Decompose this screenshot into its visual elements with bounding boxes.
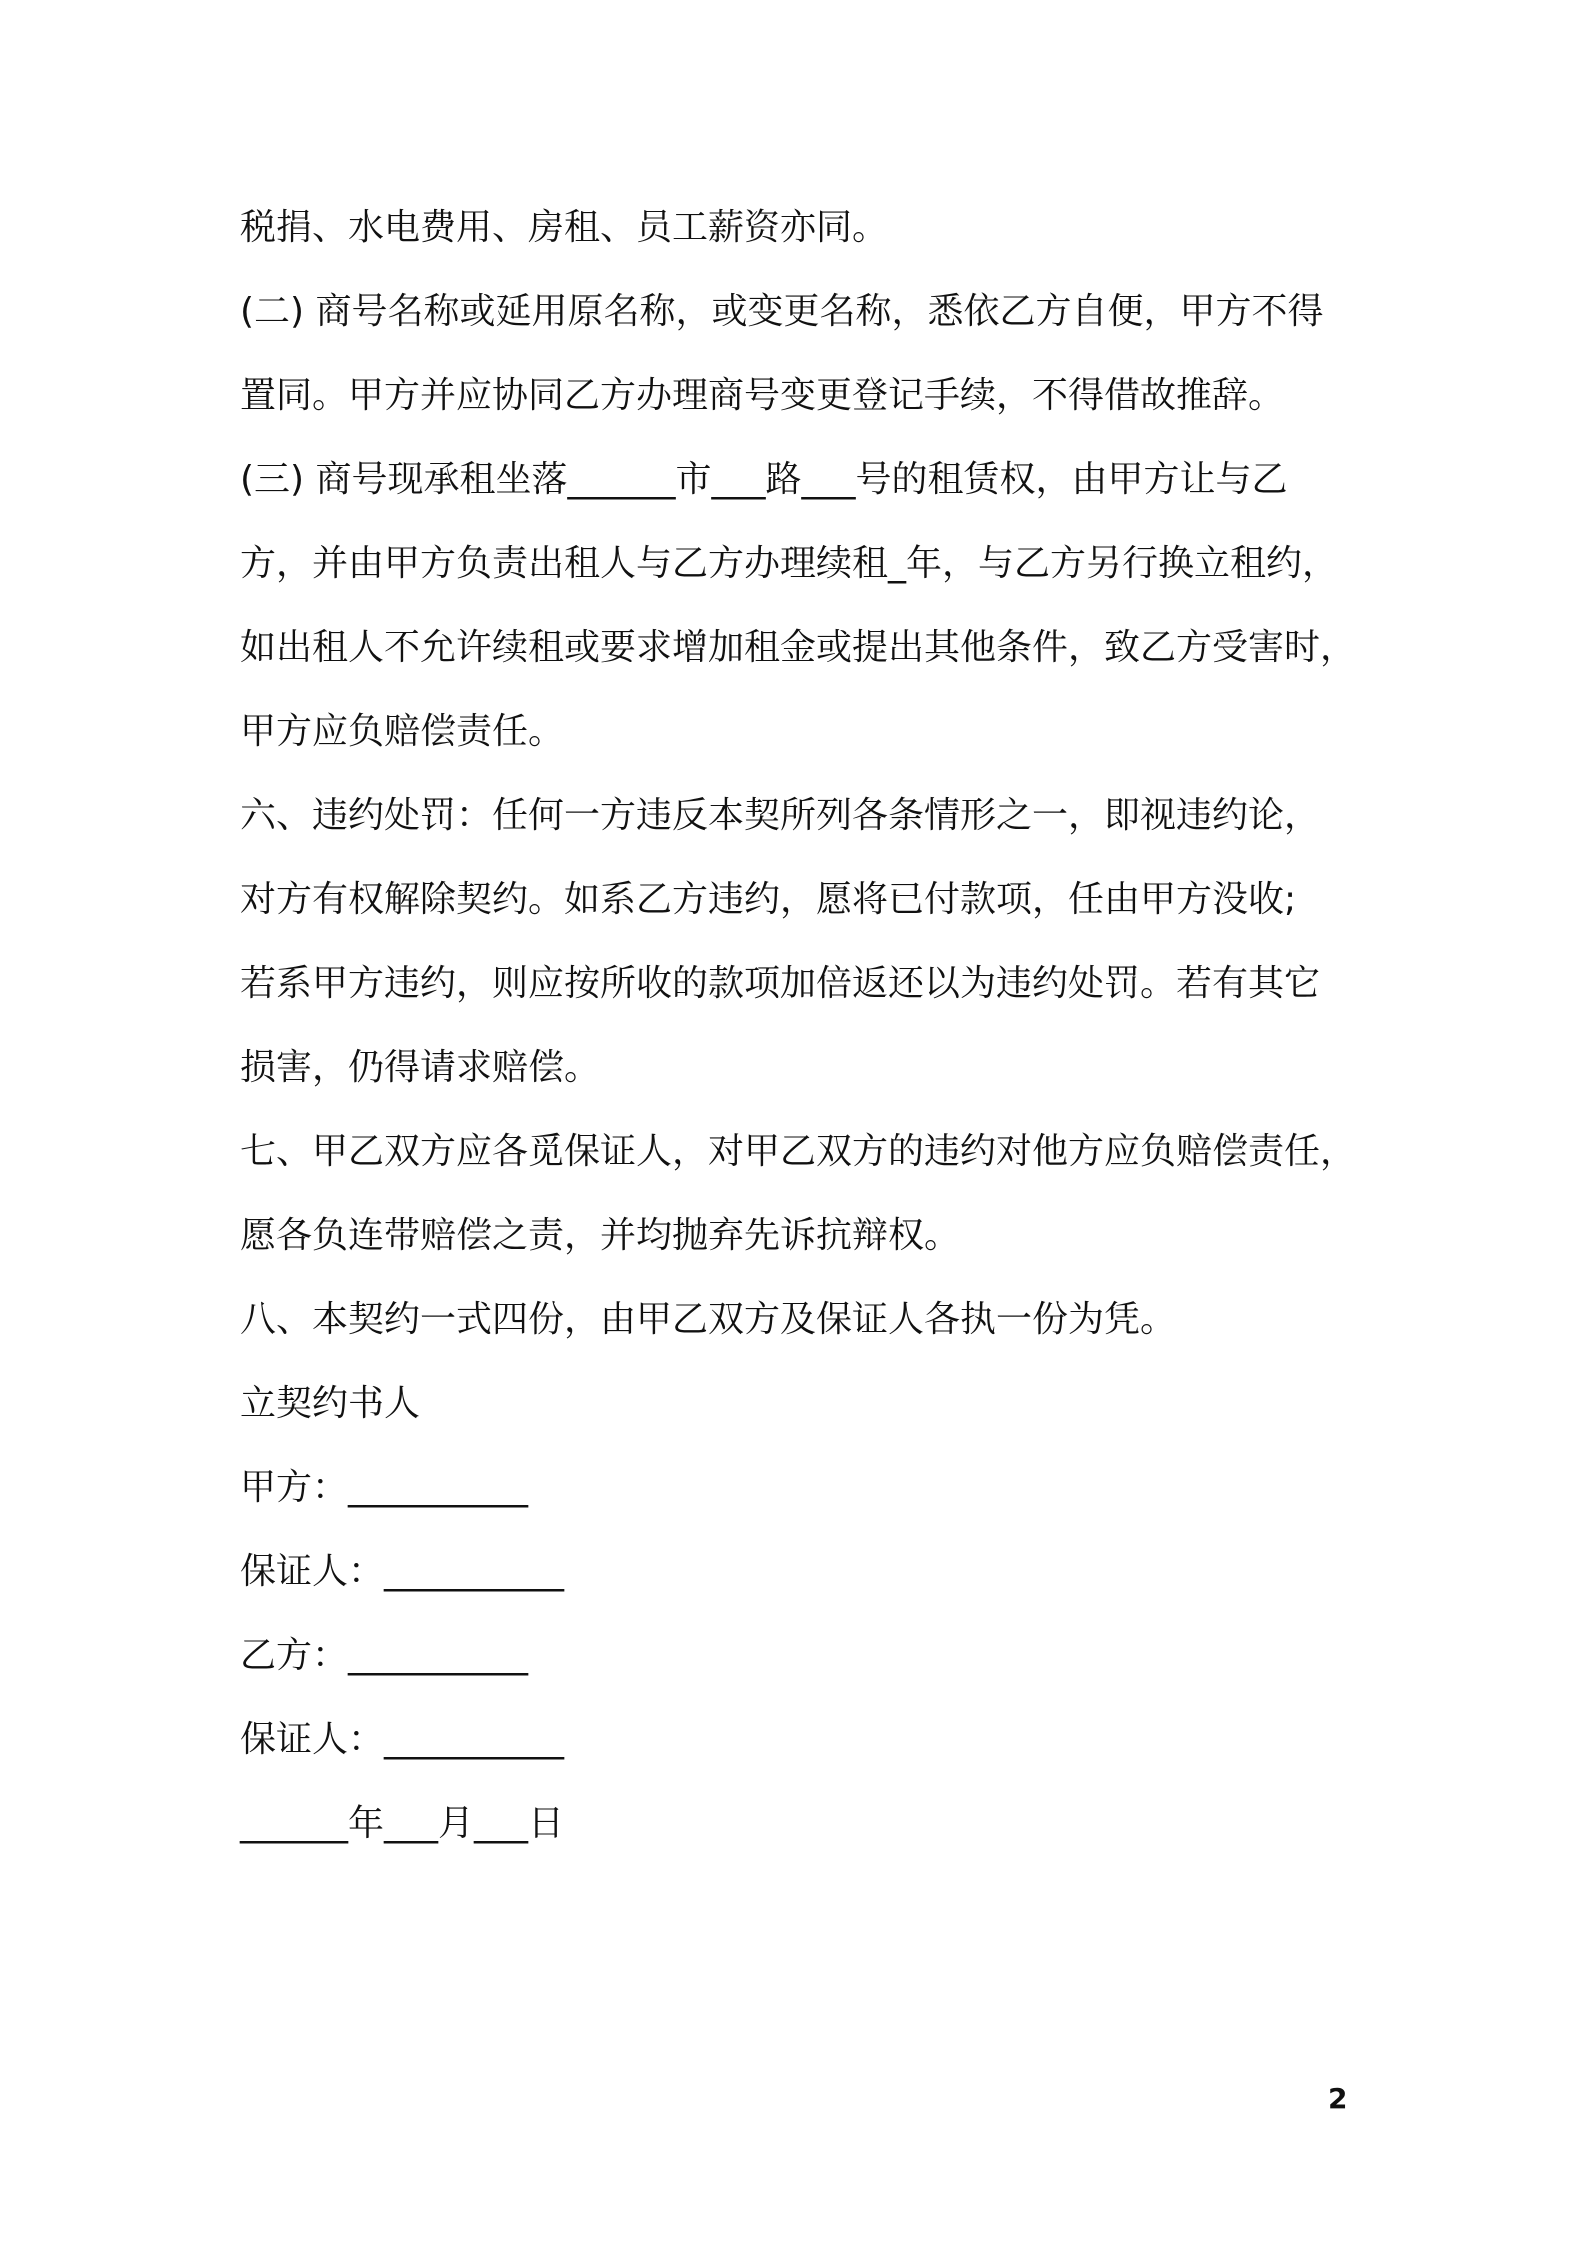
page-number: 2 [1328,2082,1348,2115]
body-line: 六、违约处罚：任何一方违反本契所列各条情形之一，即视违约论， [240,795,1321,836]
body-line: 税捐、水电费用、房租、员工薪资亦同。 [240,207,889,248]
date-line: ______年___月___日 [240,1803,565,1844]
body-line: 损害，仍得请求赔偿。 [240,1047,601,1088]
body-line: 八、本契约一式四份，由甲乙双方及保证人各执一份为凭。 [240,1299,1177,1340]
guarantor-b-signature: 保证人：__________ [240,1719,565,1760]
party-a-signature: 甲方：__________ [240,1467,529,1508]
signature-heading: 立契约书人 [240,1383,421,1424]
body-line: 方，并由甲方负责出租人与乙方办理续租_年，与乙方另行换立租约， [240,543,1339,584]
body-line: (二) 商号名称或延用原名称，或变更名称，悉依乙方自便，甲方不得 [240,291,1324,332]
body-line: 如出租人不允许续租或要求增加租金或提出其他条件，致乙方受害时， [240,627,1357,668]
body-line: 对方有权解除契约。如系乙方违约，愿将已付款项，任由甲方没收; [240,879,1297,920]
body-line: (三) 商号现承租坐落______市___路___号的租赁权，由甲方让与乙 [240,459,1288,500]
body-line: 置同。甲方并应协同乙方办理商号变更登记手续，不得借故推辞。 [240,375,1285,416]
body-line: 愿各负连带赔偿之责，并均抛弃先诉抗辩权。 [240,1215,961,1256]
body-line: 甲方应负赔偿责任。 [240,711,565,752]
body-line: 若系甲方违约，则应按所收的款项加倍返还以为违约处罚。若有其它 [240,963,1321,1004]
guarantor-a-signature: 保证人：__________ [240,1551,565,1592]
party-b-signature: 乙方：__________ [240,1635,529,1676]
body-line: 七、甲乙双方应各觅保证人，对甲乙双方的违约对他方应负赔偿责任， [240,1131,1357,1172]
